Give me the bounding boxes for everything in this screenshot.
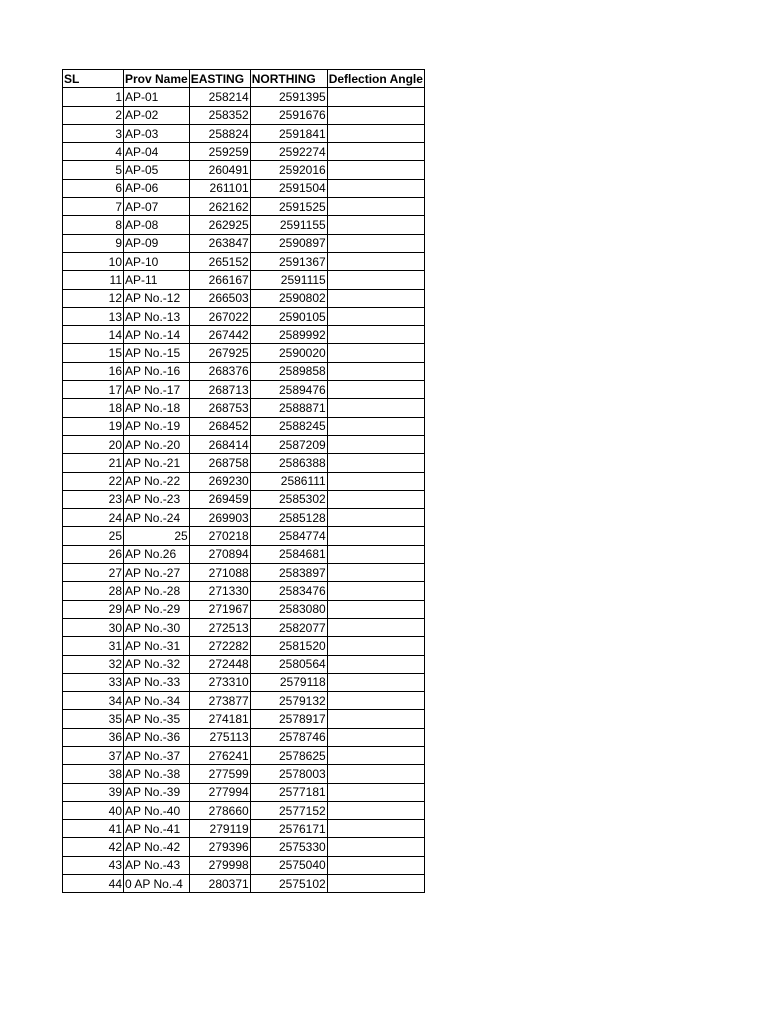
cell-northing: 2591115: [250, 271, 327, 289]
cell-deflection-angle: [327, 271, 424, 289]
cell-sl: 33: [63, 673, 124, 691]
cell-sl: 3: [63, 124, 124, 142]
table-row: [63, 271, 425, 289]
cell-northing: 2575330: [250, 838, 327, 856]
cell-prov-name: AP No.-14: [124, 326, 190, 344]
table-row: [63, 728, 425, 746]
cell-prov-name: AP No.-35: [124, 710, 190, 728]
cell-northing: 2578625: [250, 746, 327, 764]
table-row: [63, 875, 425, 893]
cell-sl: 1: [63, 88, 124, 106]
cell-deflection-angle: [327, 88, 424, 106]
table-row: [63, 326, 425, 344]
cell-deflection-angle: [327, 673, 424, 691]
cell-easting: 266167: [189, 271, 250, 289]
table-row: [63, 472, 425, 490]
cell-sl: 4: [63, 143, 124, 161]
table-row: [63, 856, 425, 874]
cell-deflection-angle: [327, 417, 424, 435]
table-row: [63, 381, 425, 399]
cell-sl: 16: [63, 362, 124, 380]
table-row: [63, 746, 425, 764]
cell-sl: 31: [63, 637, 124, 655]
cell-prov-name: AP No.-30: [124, 618, 190, 636]
cell-deflection-angle: [327, 509, 424, 527]
cell-northing: 2578917: [250, 710, 327, 728]
table-row: [63, 618, 425, 636]
cell-deflection-angle: [327, 435, 424, 453]
cell-prov-name: AP No.-17: [124, 381, 190, 399]
cell-prov-name: AP No.-18: [124, 399, 190, 417]
cell-prov-name: AP No.-29: [124, 600, 190, 618]
table-row: [63, 710, 425, 728]
cell-sl: 7: [63, 198, 124, 216]
cell-northing: 2590020: [250, 344, 327, 362]
cell-deflection-angle: [327, 179, 424, 197]
table-row: [63, 161, 425, 179]
cell-deflection-angle: [327, 490, 424, 508]
cell-deflection-angle: [327, 289, 424, 307]
table-row: [63, 838, 425, 856]
cell-deflection-angle: [327, 618, 424, 636]
cell-sl: 13: [63, 307, 124, 325]
table-row: [63, 765, 425, 783]
cell-deflection-angle: [327, 381, 424, 399]
cell-northing: 2591395: [250, 88, 327, 106]
cell-deflection-angle: [327, 472, 424, 490]
cell-prov-name: AP No.-27: [124, 564, 190, 582]
cell-easting: 277994: [189, 783, 250, 801]
cell-prov-name: AP-10: [124, 252, 190, 270]
cell-easting: 271330: [189, 582, 250, 600]
cell-easting: 267022: [189, 307, 250, 325]
cell-deflection-angle: [327, 161, 424, 179]
cell-prov-name: AP-11: [124, 271, 190, 289]
cell-easting: 280371: [189, 875, 250, 893]
cell-easting: 279396: [189, 838, 250, 856]
cell-easting: 258214: [189, 88, 250, 106]
cell-prov-name: AP No.-41: [124, 820, 190, 838]
cell-easting: 275113: [189, 728, 250, 746]
cell-sl: 21: [63, 454, 124, 472]
cell-deflection-angle: [327, 399, 424, 417]
cell-prov-name: AP No.-16: [124, 362, 190, 380]
cell-prov-name: 25: [124, 527, 190, 545]
header-prov-name: Prov Name: [124, 70, 190, 88]
table-row: [63, 289, 425, 307]
cell-easting: 271967: [189, 600, 250, 618]
cell-sl: 15: [63, 344, 124, 362]
cell-easting: 262162: [189, 198, 250, 216]
cell-northing: 2590897: [250, 234, 327, 252]
cell-deflection-angle: [327, 838, 424, 856]
cell-sl: 6: [63, 179, 124, 197]
cell-easting: 270894: [189, 545, 250, 563]
cell-prov-name: AP No.-20: [124, 435, 190, 453]
cell-northing: 2591504: [250, 179, 327, 197]
table-row: [63, 216, 425, 234]
table-row: [63, 600, 425, 618]
cell-sl: 40: [63, 801, 124, 819]
cell-deflection-angle: [327, 783, 424, 801]
cell-sl: 14: [63, 326, 124, 344]
cell-northing: 2577181: [250, 783, 327, 801]
cell-deflection-angle: [327, 820, 424, 838]
cell-easting: 270218: [189, 527, 250, 545]
cell-sl: 43: [63, 856, 124, 874]
cell-sl: 5: [63, 161, 124, 179]
cell-northing: 2591367: [250, 252, 327, 270]
table-row: [63, 106, 425, 124]
cell-northing: 2591841: [250, 124, 327, 142]
cell-prov-name: AP-01: [124, 88, 190, 106]
cell-easting: 269903: [189, 509, 250, 527]
cell-northing: 2583897: [250, 564, 327, 582]
cell-northing: 2577152: [250, 801, 327, 819]
cell-prov-name: AP No.-39: [124, 783, 190, 801]
cell-northing: 2582077: [250, 618, 327, 636]
cell-easting: 274181: [189, 710, 250, 728]
header-row: [63, 70, 425, 88]
cell-deflection-angle: [327, 582, 424, 600]
cell-prov-name: AP No.-33: [124, 673, 190, 691]
cell-sl: 23: [63, 490, 124, 508]
cell-easting: 276241: [189, 746, 250, 764]
cell-northing: 2584681: [250, 545, 327, 563]
cell-prov-name: AP No.-15: [124, 344, 190, 362]
cell-northing: 2587209: [250, 435, 327, 453]
cell-easting: 278660: [189, 801, 250, 819]
cell-northing: 2590802: [250, 289, 327, 307]
cell-prov-name: AP No.26: [124, 545, 190, 563]
cell-deflection-angle: [327, 216, 424, 234]
table-row: [63, 527, 425, 545]
cell-sl: 35: [63, 710, 124, 728]
cell-prov-name: AP-05: [124, 161, 190, 179]
cell-deflection-angle: [327, 362, 424, 380]
cell-northing: 2584774: [250, 527, 327, 545]
cell-deflection-angle: [327, 564, 424, 582]
cell-northing: 2578746: [250, 728, 327, 746]
cell-sl: 44: [63, 875, 124, 893]
cell-sl: 22: [63, 472, 124, 490]
cell-sl: 41: [63, 820, 124, 838]
cell-northing: 2585302: [250, 490, 327, 508]
cell-sl: 17: [63, 381, 124, 399]
cell-deflection-angle: [327, 124, 424, 142]
table-row: [63, 198, 425, 216]
cell-easting: 279119: [189, 820, 250, 838]
cell-sl: 36: [63, 728, 124, 746]
cell-sl: 10: [63, 252, 124, 270]
cell-easting: 267442: [189, 326, 250, 344]
cell-deflection-angle: [327, 198, 424, 216]
cell-easting: 268753: [189, 399, 250, 417]
cell-easting: 268758: [189, 454, 250, 472]
cell-prov-name: AP No.-21: [124, 454, 190, 472]
table-row: [63, 637, 425, 655]
cell-northing: 2581520: [250, 637, 327, 655]
cell-easting: 262925: [189, 216, 250, 234]
table-row: [63, 124, 425, 142]
cell-prov-name: AP-02: [124, 106, 190, 124]
cell-prov-name: AP No.-37: [124, 746, 190, 764]
table-row: [63, 234, 425, 252]
cell-deflection-angle: [327, 106, 424, 124]
cell-northing: 2589992: [250, 326, 327, 344]
table-row: [63, 545, 425, 563]
cell-sl: 28: [63, 582, 124, 600]
cell-northing: 2591676: [250, 106, 327, 124]
cell-deflection-angle: [327, 307, 424, 325]
cell-prov-name: AP No.-13: [124, 307, 190, 325]
cell-sl: 19: [63, 417, 124, 435]
cell-sl: 42: [63, 838, 124, 856]
cell-prov-name: AP-03: [124, 124, 190, 142]
cell-northing: 2591525: [250, 198, 327, 216]
cell-northing: 2580564: [250, 655, 327, 673]
cell-deflection-angle: [327, 692, 424, 710]
cell-prov-name: AP No.-12: [124, 289, 190, 307]
table-row: [63, 399, 425, 417]
cell-northing: 2583080: [250, 600, 327, 618]
cell-prov-name: AP No.-40: [124, 801, 190, 819]
cell-deflection-angle: [327, 728, 424, 746]
cell-deflection-angle: [327, 143, 424, 161]
cell-sl: 9: [63, 234, 124, 252]
cell-sl: 12: [63, 289, 124, 307]
table-row: [63, 88, 425, 106]
cell-prov-name: AP No.-23: [124, 490, 190, 508]
cell-sl: 8: [63, 216, 124, 234]
cell-easting: 268414: [189, 435, 250, 453]
cell-easting: 266503: [189, 289, 250, 307]
cell-prov-name: AP No.-43: [124, 856, 190, 874]
cell-easting: 268713: [189, 381, 250, 399]
cell-deflection-angle: [327, 600, 424, 618]
cell-easting: 261101: [189, 179, 250, 197]
cell-prov-name: AP No.-34: [124, 692, 190, 710]
cell-prov-name: AP No.-32: [124, 655, 190, 673]
cell-easting: 265152: [189, 252, 250, 270]
cell-northing: 2586388: [250, 454, 327, 472]
cell-prov-name: AP No.-38: [124, 765, 190, 783]
cell-easting: 271088: [189, 564, 250, 582]
cell-northing: 2588245: [250, 417, 327, 435]
header-sl: SL: [63, 70, 124, 88]
cell-easting: 272282: [189, 637, 250, 655]
cell-deflection-angle: [327, 801, 424, 819]
cell-easting: 269230: [189, 472, 250, 490]
cell-prov-name: AP No.-22: [124, 472, 190, 490]
cell-northing: 2579118: [250, 673, 327, 691]
cell-sl: 27: [63, 564, 124, 582]
cell-northing: 2578003: [250, 765, 327, 783]
cell-northing: 2583476: [250, 582, 327, 600]
cell-prov-name: AP-06: [124, 179, 190, 197]
cell-northing: 2575040: [250, 856, 327, 874]
cell-prov-name: AP No.-36: [124, 728, 190, 746]
cell-deflection-angle: [327, 527, 424, 545]
table-row: [63, 692, 425, 710]
cell-deflection-angle: [327, 655, 424, 673]
cell-easting: 258352: [189, 106, 250, 124]
cell-easting: 268452: [189, 417, 250, 435]
table-row: [63, 454, 425, 472]
cell-northing: 2591155: [250, 216, 327, 234]
cell-deflection-angle: [327, 454, 424, 472]
cell-sl: 2: [63, 106, 124, 124]
cell-northing: 2575102: [250, 875, 327, 893]
cell-northing: 2588871: [250, 399, 327, 417]
table-body: [63, 88, 425, 893]
table-row: [63, 179, 425, 197]
cell-easting: 272448: [189, 655, 250, 673]
cell-deflection-angle: [327, 234, 424, 252]
cell-deflection-angle: [327, 746, 424, 764]
cell-prov-name: AP-09: [124, 234, 190, 252]
cell-sl: 39: [63, 783, 124, 801]
table-row: [63, 362, 425, 380]
table-row: [63, 344, 425, 362]
cell-deflection-angle: [327, 710, 424, 728]
cell-prov-name: 0 AP No.-4: [124, 875, 190, 893]
cell-sl: 20: [63, 435, 124, 453]
table-row: [63, 252, 425, 270]
cell-easting: 268376: [189, 362, 250, 380]
cell-prov-name: AP-07: [124, 198, 190, 216]
cell-deflection-angle: [327, 326, 424, 344]
cell-sl: 34: [63, 692, 124, 710]
cell-sl: 26: [63, 545, 124, 563]
cell-prov-name: AP No.-19: [124, 417, 190, 435]
cell-easting: 277599: [189, 765, 250, 783]
cell-easting: 272513: [189, 618, 250, 636]
cell-easting: 279998: [189, 856, 250, 874]
cell-prov-name: AP No.-31: [124, 637, 190, 655]
table-row: [63, 783, 425, 801]
cell-easting: 263847: [189, 234, 250, 252]
cell-northing: 2576171: [250, 820, 327, 838]
cell-easting: 269459: [189, 490, 250, 508]
cell-sl: 11: [63, 271, 124, 289]
cell-sl: 29: [63, 600, 124, 618]
cell-deflection-angle: [327, 856, 424, 874]
cell-northing: 2589476: [250, 381, 327, 399]
table-row: [63, 582, 425, 600]
table-row: [63, 417, 425, 435]
cell-prov-name: AP No.-42: [124, 838, 190, 856]
header-easting: EASTING: [189, 70, 250, 88]
cell-prov-name: AP-08: [124, 216, 190, 234]
table-row: [63, 564, 425, 582]
table-row: [63, 801, 425, 819]
cell-easting: 267925: [189, 344, 250, 362]
cell-easting: 273310: [189, 673, 250, 691]
cell-deflection-angle: [327, 637, 424, 655]
header-northing: NORTHING: [250, 70, 327, 88]
cell-deflection-angle: [327, 875, 424, 893]
cell-deflection-angle: [327, 765, 424, 783]
cell-northing: 2579132: [250, 692, 327, 710]
table-row: [63, 655, 425, 673]
table-row: [63, 673, 425, 691]
cell-northing: 2585128: [250, 509, 327, 527]
cell-easting: 258824: [189, 124, 250, 142]
cell-easting: 259259: [189, 143, 250, 161]
cell-sl: 32: [63, 655, 124, 673]
cell-northing: 2590105: [250, 307, 327, 325]
cell-sl: 24: [63, 509, 124, 527]
cell-sl: 25: [63, 527, 124, 545]
cell-northing: 2592274: [250, 143, 327, 161]
cell-sl: 38: [63, 765, 124, 783]
table-row: [63, 435, 425, 453]
header-deflection-angle: Deflection Angle: [327, 70, 424, 88]
cell-sl: 37: [63, 746, 124, 764]
cell-prov-name: AP No.-24: [124, 509, 190, 527]
cell-prov-name: AP No.-28: [124, 582, 190, 600]
coordinates-table: [62, 69, 425, 893]
cell-deflection-angle: [327, 344, 424, 362]
cell-sl: 30: [63, 618, 124, 636]
cell-northing: 2586111: [250, 472, 327, 490]
cell-prov-name: AP-04: [124, 143, 190, 161]
cell-deflection-angle: [327, 545, 424, 563]
table-row: [63, 509, 425, 527]
table-row: [63, 143, 425, 161]
table-row: [63, 820, 425, 838]
cell-sl: 18: [63, 399, 124, 417]
cell-easting: 273877: [189, 692, 250, 710]
table-row: [63, 490, 425, 508]
cell-easting: 260491: [189, 161, 250, 179]
table-row: [63, 307, 425, 325]
cell-deflection-angle: [327, 252, 424, 270]
cell-northing: 2592016: [250, 161, 327, 179]
cell-northing: 2589858: [250, 362, 327, 380]
